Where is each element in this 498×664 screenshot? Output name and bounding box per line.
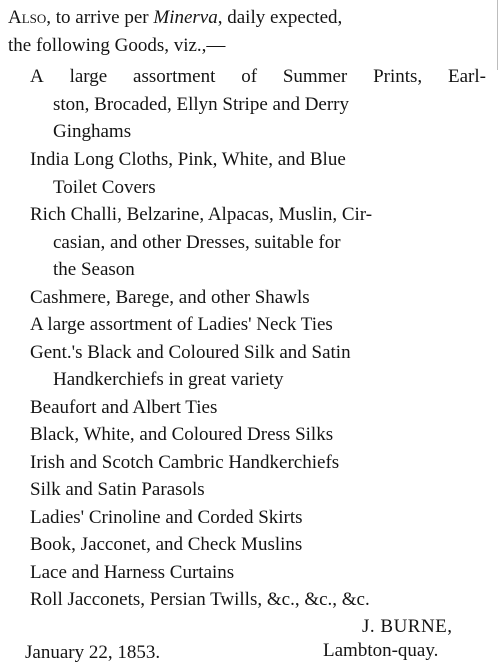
intro-lead: , to arrive per [46,7,154,28]
list-item-continuation: Handkerchiefs in great variety [53,369,284,390]
list-item-continuation: casian, and other Dresses, suitable for [53,232,341,253]
ship-name: Minerva [153,7,218,28]
signature-name: J. BURNE, [362,616,453,637]
list-item-continuation: the Season [53,259,135,280]
list-item-line: Gent.'s Black and Coloured Silk and Satin [30,342,351,363]
list-item-continuation: ston, Brocaded, Ellyn Stripe and Derry [53,94,350,115]
list-item-line: Cashmere, Barege, and other Shawls [30,287,310,308]
word: of [241,66,258,87]
list-item-line: Black, White, and Coloured Dress Silks [30,424,334,445]
intro-line-2: the following Goods, viz.,— [8,35,226,56]
word: Prints, [373,66,423,87]
list-item-line: A large assortment of Ladies' Neck Ties [30,314,333,335]
word: A [30,66,44,87]
list-item-line: Ladies' Crinoline and Corded Skirts [30,507,303,528]
list-item-line: Book, Jacconet, and Check Muslins [30,534,303,555]
intro-tail: , daily expected, [217,7,343,28]
list-item-line: Lace and Harness Curtains [30,562,235,583]
intro-line-1 [8,7,342,29]
list-item-line: India Long Cloths, Pink, White, and Blue [30,149,346,170]
list-item-line: Irish and Scotch Cambric Handkerchiefs [30,452,340,473]
word: large [69,66,108,87]
word: Summer [282,66,348,87]
intro-also: Also [8,7,47,28]
list-item-continuation: Toilet Covers [53,177,156,198]
list-item-line: Beaufort and Albert Ties [30,397,218,418]
list-item-line: Roll Jacconets, Persian Twills, &c., &c., &c. [30,589,370,610]
word: assortment [133,66,216,87]
word: Earl- [448,66,486,87]
signature-address: Lambton-quay. [323,640,439,661]
list-item-line: Rich Challi, Belzarine, Alpacas, Muslin, Cir- [30,204,373,225]
list-item-line [30,66,486,88]
advertisement-date: January 22, 1853. [25,642,161,663]
list-item-continuation: Ginghams [53,121,132,142]
list-item-line: Silk and Satin Parasols [30,479,205,500]
